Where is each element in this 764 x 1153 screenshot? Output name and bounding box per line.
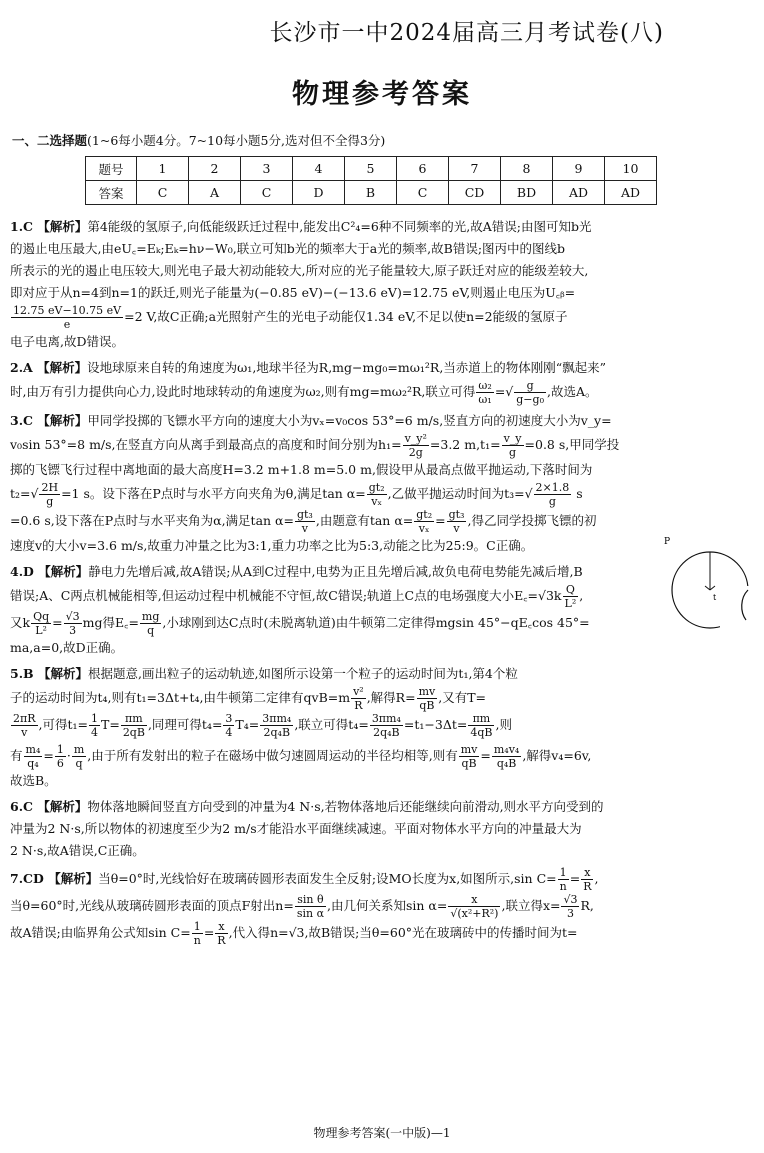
table-cell: 8: [501, 157, 553, 181]
q5-text: 有: [10, 748, 23, 763]
solution-q5: [10, 663, 756, 739]
table-cell: 7: [449, 157, 501, 181]
q3-text: t₂=√: [10, 486, 39, 501]
q7-text: ,代入得n=√3,故B错误;当θ=60°光在玻璃砖中的传播时间为t=: [228, 925, 578, 940]
table-cell: D: [293, 181, 345, 205]
table-cell: 5: [345, 157, 397, 181]
q1-line1: 第4能级的氢原子,向低能级跃迁过程中,能发出C²₄=6种不同频率的光,故A错误;由图可知b光: [87, 219, 592, 234]
q7-text: =: [569, 871, 581, 886]
solution-q7: [10, 866, 756, 947]
solution-q6: [10, 796, 756, 862]
fraction: $\frac{\text{3πm₄}}{\text{2q₄B}}$: [371, 712, 401, 739]
fraction: $\frac{mg}{q}$: [141, 610, 160, 637]
fraction: $\frac{\text{sin θ}}{\text{sin α}}$: [296, 893, 325, 920]
solution-q1: [10, 216, 756, 353]
table-header-cell: 题号: [86, 157, 137, 181]
q2-text: 时,由万有引力提供向心力,设此时地球转动的角速度为ω₂,则有mg=mω₂²R,联立可得: [10, 384, 476, 399]
q7-text: =: [203, 925, 215, 940]
particle-trajectory-figure: [660, 528, 756, 638]
q1-line6: 电子电离,故D错误。: [10, 334, 124, 349]
fraction: $\frac{x}{\text{√(x²+R²)}}$: [450, 893, 499, 920]
q3-head: 3.C 【解析】: [10, 413, 88, 428]
fraction: $\frac{x}{R}$: [583, 866, 592, 893]
fraction: $\frac{\text{gt₂}}{\text{vₓ}}$: [416, 508, 433, 535]
q5-text: =: [480, 748, 491, 763]
q4-line1: 静电力先增后减,故A错误;从A到C过程中,电势为正且先增后减,故负电荷电势能先减后增,B: [88, 564, 583, 579]
q1-line4: 即对应于从n=4到n=1的跃迁,则光子能量为(−0.85 eV)−(−13.6 eV)=12.75 eV,则遏止电压为U꜀ᵦ=: [10, 285, 576, 300]
q3-line1: 甲同学投掷的飞镖水平方向的速度大小为vₓ=v₀cos 53°=6 m/s,竖直方向的初速度大小为v_y=: [87, 413, 612, 428]
solution-q5-cont: [10, 743, 756, 792]
q2-head: 2.A 【解析】: [10, 360, 88, 375]
q7-text: ,: [594, 871, 599, 886]
q5-text: T₄=: [235, 717, 260, 732]
q3-text: =: [435, 513, 446, 528]
q4-head: 4.D 【解析】: [10, 564, 89, 579]
section-heading: [12, 131, 385, 149]
q1-line5: =2 V,故C正确;a光照射产生的光电子动能仅1.34 eV,不足以使n=2能级的氢原子: [124, 309, 568, 324]
table-header-cell: 答案: [86, 181, 137, 205]
fraction: $\frac{2H}{g}$: [41, 481, 59, 508]
q5-head: 5.B 【解析】: [10, 666, 88, 681]
page-title: 物理参考答案: [292, 79, 472, 110]
fraction: $\frac{√3}{3}$: [563, 893, 578, 920]
page-footer: 物理参考答案(一中版)—1: [313, 1126, 451, 1140]
fraction: $\frac{\text{m₄}}{\text{q₄}}$: [25, 743, 41, 770]
fraction: $\frac{x}{R}$: [217, 920, 226, 947]
fraction: $\frac{Q}{\text{L²}}$: [564, 583, 577, 610]
q5-text: ,由于所有发射出的粒子在磁场中做匀速圆周运动的半径均相等,则有: [87, 748, 458, 763]
table-cell: C: [241, 181, 293, 205]
q2-text: ,故选A。: [546, 384, 598, 399]
fraction: $\frac{\text{v²}}{R}$: [353, 685, 364, 712]
q7-text: 当θ=0°时,光线恰好在玻璃砖圆形表面发生全反射;设MO长度为x,如图所示,sin C=: [98, 871, 557, 886]
q5-text: =t₁−3Δt=: [403, 717, 468, 732]
q3-line3: 掷的飞镖飞行过程中离地面的最大高度H=3.2 m+1.8 m=5.0 m,假设甲从最高点做平抛运动,下落时间为: [10, 462, 593, 477]
fraction: $\frac{\text{gt₃}}{v}$: [296, 508, 313, 535]
q5-text: ·: [66, 748, 71, 763]
fraction: $\frac{v\_y}{g}$: [503, 432, 522, 459]
fraction: $\frac{Qq}{\text{L²}}$: [33, 610, 50, 637]
q1-head: 1.C 【解析】: [10, 219, 88, 234]
q3-text: ,由题意有tan α=: [315, 513, 414, 528]
series-title: 长沙市一中2024届高三月考试卷(八): [269, 20, 664, 46]
q1-line3: 所表示的光的遏止电压较大,则光电子最大初动能较大,所对应的光子能量较大,原子跃迁对应的能级差较大,: [10, 263, 589, 278]
q3-text: s: [576, 486, 583, 501]
q5-text: ,则: [495, 717, 512, 732]
fraction: $\frac{\text{m₄v₄}}{\text{q₄B}}$: [493, 743, 520, 770]
q7-head: 7.CD 【解析】: [10, 871, 99, 886]
q3-text: v₀sin 53°=8 m/s,在竖直方向从离手到最高点的高度和时间分别为h₁=: [10, 437, 402, 452]
q5-text: T=: [101, 717, 120, 732]
table-cell: CD: [449, 181, 501, 205]
q5-text: =: [43, 748, 54, 763]
q5-text: ,可得t₁=: [38, 717, 88, 732]
fraction: $\frac{\text{gt₂}}{\text{vₓ}}$: [368, 481, 385, 508]
table-cell: C: [137, 181, 189, 205]
q5-text: ,联立可得t₄=: [294, 717, 369, 732]
fraction: $\frac{2\times 1.8}{g}$: [535, 481, 570, 508]
table-cell: 2: [189, 157, 241, 181]
fraction: $\frac{\pi m}{2qB}$: [122, 712, 145, 739]
section-note: (1~6每小题4分。7~10每小题5分,选对但不全得3分): [87, 133, 386, 148]
fraction: $\frac{mv}{qB}$: [460, 743, 478, 770]
q7-text: ,由几何关系知sin α=: [327, 898, 448, 913]
q5-line5: 故选B。: [10, 773, 57, 788]
fraction: $\frac{1}{6}$: [56, 743, 64, 770]
time-label: t: [713, 593, 717, 602]
fraction: $\frac{\pi m}{4qB}$: [470, 712, 493, 739]
table-cell: AD: [605, 181, 657, 205]
q1-line2: 的遏止电压最大,由eU꜀=Eₖ;Eₖ=hν−W₀,联立可知b光的频率大于a光的频率,故B错误;图丙中的图线b: [10, 241, 566, 256]
q5-text: ,解得v₄=6v,: [522, 748, 592, 763]
q4-text: ,: [579, 588, 584, 603]
q6-head: 6.C 【解析】: [10, 799, 88, 814]
fraction: $\frac{g}{\text{g−g₀}}$: [516, 379, 544, 406]
table-cell: 4: [293, 157, 345, 181]
q7-text: ,联立得x=: [501, 898, 561, 913]
q5-text: 子的运动时间为t₄,则有t₁=3Δt+t₄,由牛顿第二定律有qvB=m: [10, 690, 351, 705]
q7-text: 故A错误;由临界角公式知sin C=: [10, 925, 191, 940]
fraction: $\frac{m}{q}$: [73, 743, 85, 770]
solution-q4: [10, 561, 756, 659]
fraction: $\frac{1}{n}$: [193, 920, 201, 947]
q3-text: =0.8 s,甲同学投: [524, 437, 620, 452]
q4-text: =: [52, 615, 63, 630]
fraction: $\frac{12.75 eV-10.75 eV}{e}$: [13, 304, 122, 331]
table-row-answers: [86, 181, 657, 205]
table-row-numbers: [86, 157, 657, 181]
q3-text: ,乙做平抛运动时间为t₃=√: [387, 486, 533, 501]
fraction: $\frac{1}{4}$: [91, 712, 98, 739]
q7-text: R,: [580, 898, 594, 913]
fraction: $\frac{mv}{qB}$: [418, 685, 436, 712]
answer-table: [85, 156, 657, 205]
q4-text: mg得E꜀=: [82, 615, 139, 630]
q3-text: ,得乙同学投掷飞镖的初: [467, 513, 597, 528]
section-label: 一、二选择题: [12, 133, 88, 148]
fraction: $\frac{3}{4}$: [225, 712, 233, 739]
table-cell: C: [397, 181, 449, 205]
table-cell: 1: [137, 157, 189, 181]
fraction: $\frac{1}{n}$: [559, 866, 567, 893]
q4-text: ,小球刚到达C点时(未脱离轨道)由牛顿第二定律得mgsin 45°−qE꜀cos 45°=: [162, 615, 590, 630]
q4-text: 又k: [10, 615, 31, 630]
solution-q3: [10, 410, 756, 557]
table-cell: B: [345, 181, 397, 205]
q3-text: =1 s。设下落在P点时与水平方向夹角为θ,满足tan α=: [61, 486, 366, 501]
fraction: $\frac{\text{gt₃}}{v}$: [448, 508, 465, 535]
table-cell: BD: [501, 181, 553, 205]
fraction: $\frac{\text{ω₂}}{\text{ω₁}}$: [478, 379, 492, 406]
fraction: $\frac{√3}{3}$: [65, 610, 80, 637]
table-cell: 6: [397, 157, 449, 181]
q2-text: =√: [494, 384, 514, 399]
fraction: $\frac{\text{v\_y²}}{2g}$: [404, 432, 427, 459]
q3-line6: 速度v的大小v=3.6 m/s,故重力冲量之比为3:1,重力功率之比为5:3,动能之比为25:9。C正确。: [10, 538, 534, 553]
q4-text: 错误;A、C两点机械能相等,但运动过程中机械能不守恒,故C错误;轨道上C点的电场强度大小E꜀=√3k: [10, 588, 562, 603]
q3-text: =0.6 s,设下落在P点时与水平夹角为α,满足tan α=: [10, 513, 294, 528]
solutions-body: [10, 216, 756, 951]
point-label-p: P: [664, 537, 671, 547]
solution-q2: [10, 357, 756, 406]
q3-text: =3.2 m,t₁=: [429, 437, 501, 452]
q2-line1: 设地球原来自转的角速度为ω₁,地球半径为R,mg−mg₀=mω₁²R,当赤道上的物体刚刚“飘起来”: [87, 360, 607, 375]
table-cell: AD: [553, 181, 605, 205]
q5-text: ,解得R=: [366, 690, 416, 705]
q5-text: ,同理可得t₄=: [147, 717, 223, 732]
fraction: $\frac{\text{3πm₄}}{\text{2q₄B}}$: [262, 712, 292, 739]
q5-text: ,又有T=: [438, 690, 487, 705]
q6-line1: 物体落地瞬间竖直方向受到的冲量为4 N·s,若物体落地后还能继续向前滑动,则水平方向受到的: [87, 799, 604, 814]
figure-mask: [720, 586, 756, 632]
table-cell: 10: [605, 157, 657, 181]
q6-line2: 冲量为2 N·s,所以物体的初速度至少为2 m/s才能沿水平面继续减速。平面对物体水平方向的冲量最大为: [10, 821, 582, 836]
q7-text: 当θ=60°时,光线从玻璃砖圆形表面的顶点F射出n=: [10, 898, 294, 913]
table-cell: 9: [553, 157, 605, 181]
q4-line4: ma,a=0,故D正确。: [10, 640, 124, 655]
q5-line1: 根据题意,画出粒子的运动轨迹,如图所示设第一个粒子的运动时间为t₁,第4个粒: [87, 666, 518, 681]
table-cell: 3: [241, 157, 293, 181]
q6-line3: 2 N·s,故A错误,C正确。: [10, 843, 145, 858]
fraction: $\frac{2\pi R}{v}$: [13, 712, 36, 739]
table-cell: A: [189, 181, 241, 205]
